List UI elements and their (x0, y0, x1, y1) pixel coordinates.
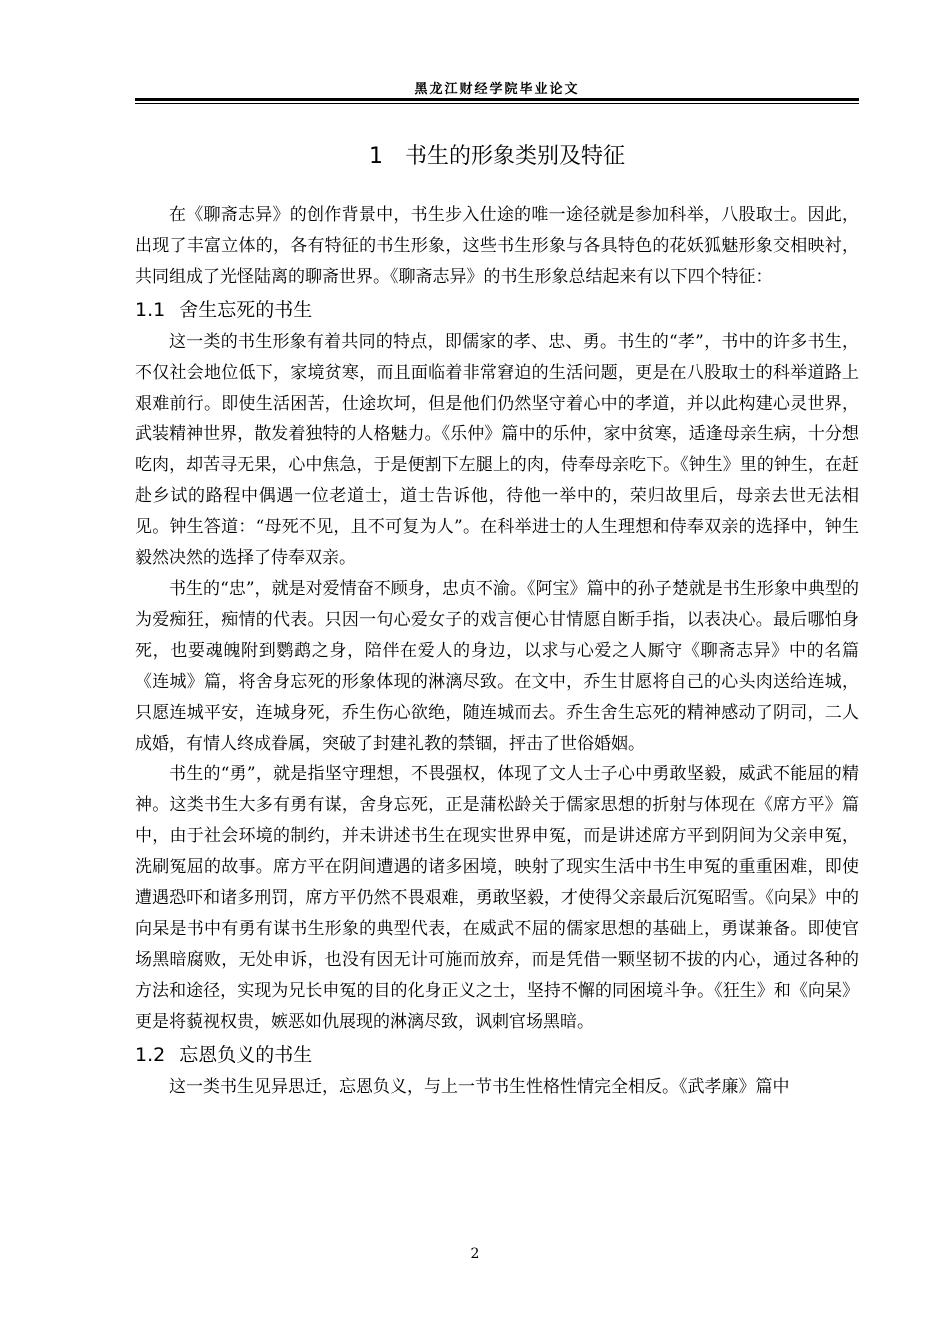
intro-paragraph: 在《聊斋志异》的创作背景中，书生步入仕途的唯一途径就是参加科举，八股取士。因此，出现了丰富立体的，各有特征的书生形象，这些书生形象与各具特色的花妖狐魅形象交相映衬，共同组成了光怪陆离的聊斋世界。《聊斋志异》的书生形象总结起来有以下四个特征： (135, 205, 859, 287)
running-header: 黑龙江财经学院毕业论文 (414, 82, 580, 97)
page-number: 2 (470, 1246, 480, 1262)
chapter-title-text: 书生的形象类别及特征 (404, 144, 625, 169)
section-number: 1.2 (135, 1043, 166, 1066)
paragraph-loyalty: 书生的“忠”，就是对爱情奋不顾身，忠贞不渝。《阿宝》篇中的孙子楚就是书生形象中典型的为爱痴狂，痴情的代表。只因一句心爱女子的戏言便心甘情愿自断手指，以表决心。最后哪怕身死，也要魂魄附到鹦鹉之身，陪伴在爱人的身边，以求与心爱之人厮守《聊斋志异》中的名篇《连城》篇，将舍身忘死的形象体现的淋漓尽致。在文中，乔生甘愿将自己的心头肉送给连城，只愿连城平安，连城身死，乔生伤心欲绝，随连城而去。乔生舍生忘死的精神感动了阴司，二人成婚，有情人终成眷属，突破了封建礼教的禁锢，抨击了世俗婚姻。 (135, 578, 859, 754)
chapter-title (135, 140, 859, 174)
section-title: 舍生忘死的书生 (179, 298, 313, 321)
section-heading-1-1 (135, 293, 859, 327)
section-number: 1.1 (135, 298, 166, 321)
paragraph-ingratitude: 这一类书生见异思迁，忘恩负义，与上一节书生性格性情完全相反。《武孝廉》篇中 (169, 1076, 790, 1097)
paragraph-filial-piety: 这一类的书生形象有着共同的特点，即儒家的孝、忠、勇。书生的“孝”，书中的许多书生，不仅社会地位低下，家境贫寒，而且面临着非常窘迫的生活问题，更是在八股取士的科举道路上艰难前行。即使生活困苦，仕途坎坷，但是他们仍然坚守着心中的孝道，并以此构建心灵世界，武装精神世界，散发着独特的人格魅力。《乐仲》篇中的乐仲，家中贫寒，适逢母亲生病，十分想吃肉，却苦寻无果，心中焦急，于是便割下左腿上的肉，侍奉母亲吃下。《钟生》里的钟生，在赶赴乡试的路程中偶遇一位老道士，道士告诉他，待他一举中的，荣归故里后，母亲去世无法相见。钟生答道：“母死不见，且不可复为人”。在科举进士的人生理想和侍奉双亲的选择中，钟生毅然决然的选择了侍奉双亲。 (135, 331, 859, 569)
chapter-number: 1 (368, 144, 383, 169)
section-title: 忘恩负义的书生 (179, 1043, 313, 1066)
section-heading-1-2 (135, 1038, 859, 1072)
header-rule-thick (135, 98, 859, 101)
header-rule-thin (135, 103, 859, 104)
page-body (135, 140, 859, 1102)
paragraph-courage: 书生的“勇”，就是指坚守理想，不畏强权，体现了文人士子心中勇敢坚毅，威武不能屈的精神。这类书生大多有勇有谋，舍身忘死，正是蒲松龄关于儒家思想的折射与体现在《席方平》篇中，由于社会环境的制约，并未讲述书生在现实世界申冤，而是讲述席方平到阴间为父亲申冤，洗刷冤屈的故事。席方平在阴间遭遇的诸多困境，映射了现实生活中书生申冤的重重困难，即使遭遇恐吓和诸多刑罚，席方平仍然不畏艰难，勇敢坚毅，才使得父亲最后沉冤昭雪。《向杲》中的向杲是书中有勇有谋书生形象的典型代表，在威武不屈的儒家思想的基础上，勇谋兼备。即使官场黑暗腐败，无处申诉，也没有因无计可施而放弃，而是凭借一颗坚韧不拔的内心，通过各种的方法和途径，实现为兄长申冤的目的化身正义之士，坚持不懈的同困境斗争。《狂生》和《向杲》更是将藐视权贵，嫉恶如仇展现的淋漓尽致，讽刺官场黑暗。 (135, 764, 859, 1032)
